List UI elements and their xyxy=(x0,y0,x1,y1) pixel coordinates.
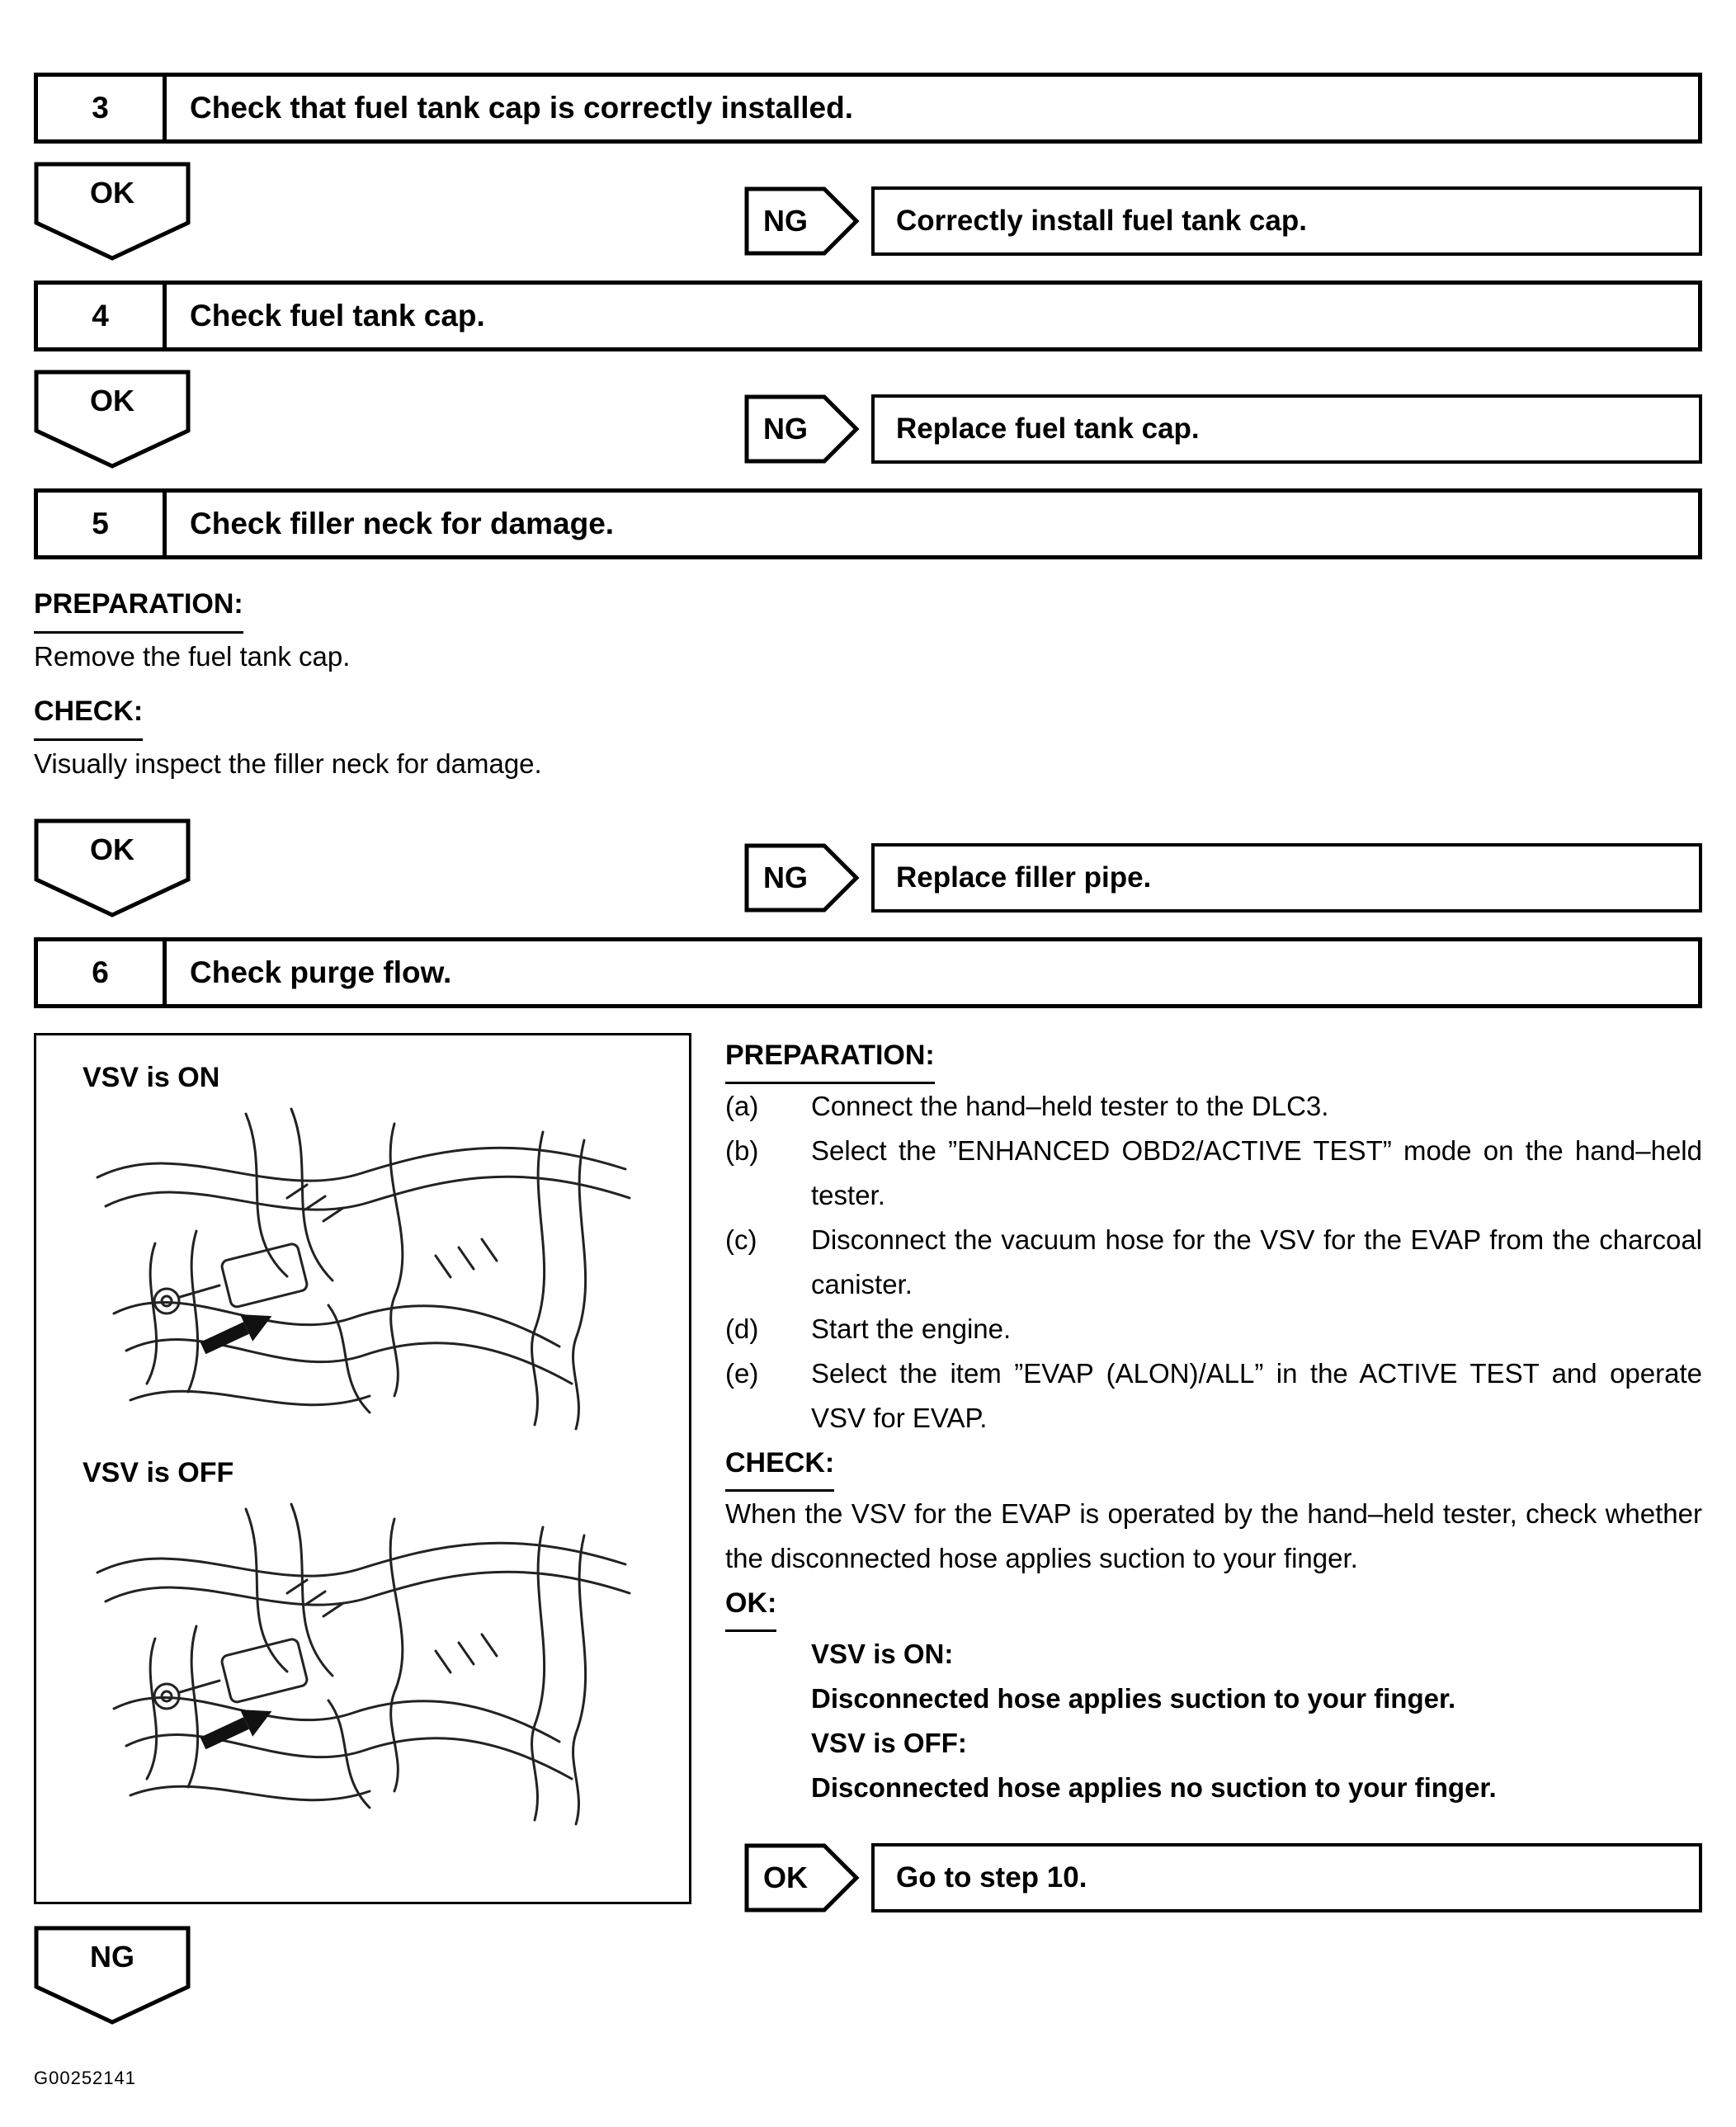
preparation-item-a xyxy=(725,1084,1702,1129)
step-5-ok-flag xyxy=(34,818,191,919)
step-6-header xyxy=(34,937,1702,1008)
step-4-title: Check fuel tank cap. xyxy=(190,299,485,332)
step-5-title: Check filler neck for damage. xyxy=(190,507,615,540)
step-3-ng-result: Correctly install fuel tank cap. xyxy=(871,186,1702,256)
step-5-ng-tag xyxy=(744,843,860,913)
item-text: Connect the hand–held tester to the DLC3. xyxy=(811,1091,1329,1121)
item-id: (a) xyxy=(725,1091,759,1121)
item-text: Disconnect the vacuum hose for the VSV for the EVAP from the charcoal canister. xyxy=(811,1224,1702,1299)
step-5-ok-label: OK xyxy=(90,832,134,866)
step-5-ng-result: Replace filler pipe. xyxy=(871,843,1702,913)
step-4-ng-tag xyxy=(744,394,860,464)
vsv-on-label: VSV is ON xyxy=(83,1062,220,1093)
ok-condition-line: Disconnected hose applies no suction to your finger. xyxy=(811,1772,1497,1803)
step-3-ng-tag xyxy=(744,186,860,256)
item-id: (c) xyxy=(725,1224,757,1255)
step-3-number: 3 xyxy=(38,77,167,139)
step-5-number: 5 xyxy=(38,493,167,555)
item-text: Select the ”ENHANCED OBD2/ACTIVE TEST” mode on the hand–held tester. xyxy=(811,1135,1702,1210)
ok-condition-line: Disconnected hose applies suction to your finger. xyxy=(811,1683,1456,1714)
step-6-ng-flag xyxy=(34,1926,191,2026)
step-4-ok-flag xyxy=(34,370,191,470)
step-5-ng-label: NG xyxy=(763,861,808,894)
step-6-ok-branch xyxy=(744,1843,1702,1912)
vsv-off-label: VSV is OFF xyxy=(83,1457,234,1488)
step-4-branch xyxy=(34,370,1702,470)
step-6-ok-tag-label: OK xyxy=(763,1861,808,1894)
vsv-on-engine-sketch xyxy=(81,1099,650,1446)
step-4-number: 4 xyxy=(38,285,167,347)
step-6-ng-label: NG xyxy=(90,1940,134,1974)
ok-condition-line: VSV is ON: xyxy=(811,1639,954,1669)
step-5-header xyxy=(34,488,1702,559)
step-4-header xyxy=(34,281,1702,351)
step-5-branch xyxy=(34,818,1702,919)
step-5-check-text: Visually inspect the filler neck for damage. xyxy=(34,748,542,779)
item-id: (b) xyxy=(725,1135,759,1166)
item-id: (e) xyxy=(725,1358,759,1389)
step-6-ok-tag xyxy=(744,1843,860,1912)
step-4-ng-result: Replace fuel tank cap. xyxy=(871,394,1702,464)
step-6-number: 6 xyxy=(38,941,167,1004)
preparation-item-c xyxy=(725,1218,1702,1307)
step-5-preparation-heading xyxy=(34,581,1702,634)
ok-condition-line: VSV is OFF: xyxy=(811,1728,967,1758)
preparation-heading-text: PREPARATION: xyxy=(34,581,243,634)
item-text: Select the item ”EVAP (ALON)/ALL” in the ACTIVE TEST and operate VSV for EVAP. xyxy=(811,1358,1702,1433)
step-5-check-heading xyxy=(34,688,1702,741)
step-6-title: Check purge flow. xyxy=(190,955,452,989)
step-3-ng-label: NG xyxy=(763,204,808,238)
step-5-preparation-text: Remove the fuel tank cap. xyxy=(34,641,351,672)
step-5-ng-branch xyxy=(744,843,1702,913)
step-3-ng-branch xyxy=(744,186,1702,256)
step-6-ok-heading xyxy=(725,1581,1702,1632)
preparation-item-b xyxy=(725,1129,1702,1218)
check-heading-text: CHECK: xyxy=(725,1441,834,1492)
step-6-check-heading xyxy=(725,1441,1702,1492)
step-3-title: Check that fuel tank cap is correctly installed. xyxy=(190,91,853,125)
step-6-preparation-heading xyxy=(725,1033,1702,1084)
step-4-ok-label: OK xyxy=(90,384,134,417)
step-6-instructions xyxy=(725,1033,1702,1912)
vsv-off-engine-sketch xyxy=(81,1494,650,1841)
preparation-item-e xyxy=(725,1351,1702,1441)
step-3-ok-label: OK xyxy=(90,176,134,210)
figure-code: G00252141 xyxy=(34,2068,136,2088)
preparation-heading-text: PREPARATION: xyxy=(725,1033,935,1084)
item-id: (d) xyxy=(725,1313,759,1344)
step-6-ok-result: Go to step 10. xyxy=(871,1843,1702,1912)
item-text: Start the engine. xyxy=(811,1313,1012,1344)
ok-heading-text: OK: xyxy=(725,1581,776,1632)
step-4-ng-branch xyxy=(744,394,1702,464)
step-4-ng-label: NG xyxy=(763,412,808,446)
vsv-illustration-panel xyxy=(34,1033,691,1904)
step-6-check-text: When the VSV for the EVAP is operated by the hand–held tester, check whether the disconnected hose applies suction to your finger. xyxy=(725,1498,1702,1573)
step-3-header xyxy=(34,73,1702,144)
step-6-body xyxy=(34,1033,1702,1912)
check-heading-text: CHECK: xyxy=(34,688,143,741)
step-5-details xyxy=(34,581,1702,787)
preparation-item-d xyxy=(725,1307,1702,1351)
step-3-branch xyxy=(34,162,1702,262)
step-3-ok-flag xyxy=(34,162,191,262)
